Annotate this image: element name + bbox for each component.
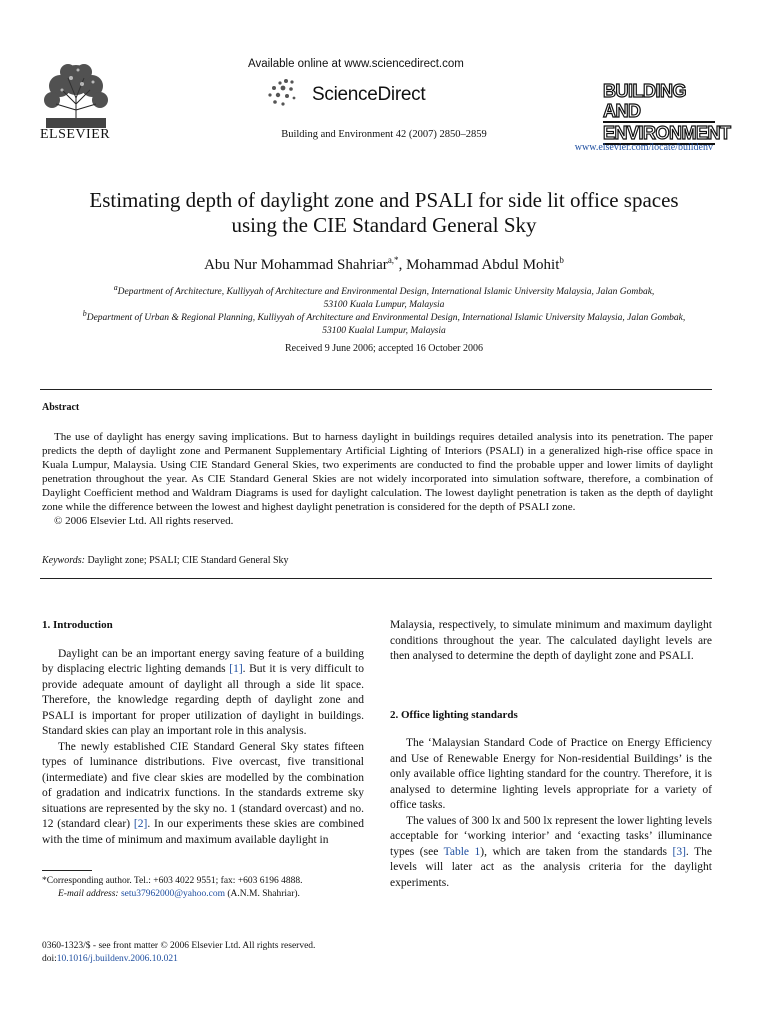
received-dates: Received 9 June 2006; accepted 16 October 2006 <box>285 343 483 354</box>
footnote-rule <box>42 870 92 871</box>
intro-p1-text-b: . But it is very difficult to provide adequate amount of daylight all through a side lit space. Therefore, the knowledge regarding depth of daylight zone and PSALI is important for proper utilization of daylight in buildings. Standard skies can play an important role in this analysis. <box>42 663 364 737</box>
intro-p1-text-a: Daylight can be an important energy saving feature of a building by displacing electric lighting demands <box>42 647 364 675</box>
abstract-copyright: © 2006 Elsevier Ltd. All rights reserved. <box>54 515 234 527</box>
publisher-name: ELSEVIER <box>40 127 111 142</box>
author-1: Abu Nur Mohammad Shahriar <box>204 257 388 273</box>
author-list <box>0 255 768 274</box>
abstract-body <box>42 430 713 528</box>
affiliation-b-line1: Department of Urban & Regional Planning, Kulliyyah of Architecture and Environmental Design, International Islamic University Malaysia, Jalan Gombak, <box>86 313 686 324</box>
standards-p2-text-b: ), which are taken from the standards <box>480 845 673 858</box>
citation-link[interactable]: [3] <box>672 845 686 858</box>
author-2-affiliation-mark: b <box>559 255 564 265</box>
standards-p2-text-a: The values of 300 lx and 500 lx represent the lower lighting levels acceptable for ‘working interior’ and ‘exacting tasks’ illuminance types (see <box>390 814 712 858</box>
corresponding-author: *Corresponding author. Tel.: +603 4022 9551; fax: +603 6196 4888. <box>42 876 303 886</box>
journal-url-link[interactable]: www.elsevier.com/locate/buildenv <box>574 142 713 153</box>
title-line-1: Estimating depth of daylight zone and PSALI for side lit office spaces <box>89 188 679 212</box>
affiliation-a-line2: 53100 Kuala Lumpur, Malaysia <box>323 300 445 311</box>
standards-paragraph-2 <box>390 814 712 892</box>
affiliation-b <box>40 307 728 338</box>
intro-p2-text-b: . In our experiments these skies are combined with the time of minimum and maximum available daylight in <box>42 818 364 846</box>
standards-p2-text-c: . The levels will later act as the analysis criteria for the daylight experiments. <box>390 845 712 889</box>
email-link[interactable]: setu37962000@yahoo.com <box>120 889 225 899</box>
right-column <box>390 618 712 891</box>
section-2-heading: 2. Office lighting standards <box>390 708 518 721</box>
citation-link[interactable]: [2] <box>133 818 148 830</box>
email-owner: (A.N.M. Shahriar). <box>224 889 300 899</box>
journal-logo-line1: BUILDING AND <box>603 81 715 123</box>
affiliation-b-mark: b <box>82 309 87 318</box>
email-label: E-mail address: <box>58 889 119 899</box>
affiliation-a-line1: Department of Architecture, Kulliyyah of Architecture and Environmental Design, International Islamic University Malaysia, Jalan Gombak, <box>117 287 655 298</box>
intro-continuation: Malaysia, respectively, to simulate minimum and maximum daylight conditions throughout the year. The calculated daylight levels are then analysed to determine the depth of daylight zone and PSALI. <box>390 619 712 662</box>
divider-top <box>40 389 712 390</box>
footnote <box>42 875 382 901</box>
sciencedirect-wordmark: ScienceDirect <box>312 84 426 105</box>
issn-line: 0360-1323/$ - see front matter © 2006 Elsevier Ltd. All rights reserved. <box>42 941 316 951</box>
keywords-value: Daylight zone; PSALI; CIE Standard General Sky <box>87 555 289 566</box>
title-line-2: using the CIE Standard General Sky <box>231 213 537 237</box>
doi-label: doi: <box>42 954 57 964</box>
abstract-text: The use of daylight has energy saving implications. But to harness daylight in buildings requires detailed analysis into its penetration. The paper predicts the depth of daylight zone and Permanent Supplementary Artificial Lighting of Interiors (PSALI) in a generalized high-rise office space in Kuala Lumpur, Malaysia. Using CIE Standard General Skies, two experiments are conducted to find the probable upper and lower limits of daylight penetration throughout the year. As CIE Standard General Skies are not widely incorporated into simulation software, therefore, a combination of Daylight Coefficient method and Waldram Diagrams is used for daylight calculation. The lowest daylight penetration is taken as the depth of daylight zone while the difference between the lowest and highest daylight penetration is considered for the depth of PSALI zone. <box>42 431 713 513</box>
journal-reference: Building and Environment 42 (2007) 2850–2859 <box>281 129 487 140</box>
available-online-text: Available online at www.sciencedirect.com <box>248 58 464 70</box>
standards-paragraph-1: The ‘Malaysian Standard Code of Practice on Energy Efficiency and Use of Renewable Energy for Non-residential Buildings’ is the only available office lighting standard for the country. Therefore, it is analysed to determine lighting levels appropriate for a variety of office tasks. <box>390 737 712 811</box>
intro-paragraph-2 <box>42 740 364 849</box>
keywords-label: Keywords: <box>42 555 85 566</box>
affiliation-b-line2: 53100 Kualal Lumpur, Malaysia <box>322 326 446 337</box>
table-link[interactable]: Table 1 <box>443 845 481 858</box>
intro-p2-text-a: The newly established CIE Standard General Sky states fifteen types of luminance distributions. Five overcast, five transitional (intermediate) and five clear skies are modelled by the combination of gradation and indicatrix functions. In the standards extreme sky situations are represented by the sky no. 1 (standard overcast) and no. 12 (standard clear) <box>42 740 364 830</box>
left-column <box>42 618 364 848</box>
paper-title <box>30 188 738 238</box>
divider-bottom <box>40 578 712 579</box>
author-2: Mohammad Abdul Mohit <box>406 257 560 273</box>
author-separator: , <box>398 257 407 273</box>
citation-link[interactable]: [1] <box>229 663 243 675</box>
elsevier-tree-logo <box>38 60 114 128</box>
affiliation-a-mark: a <box>113 283 118 292</box>
sciencedirect-dots-icon <box>266 78 306 108</box>
journal-logo-line2: ENVIRONMENT <box>603 123 731 143</box>
bottom-matter <box>42 940 382 966</box>
section-1-heading: 1. Introduction <box>42 619 113 631</box>
author-1-affiliation-mark: a,* <box>387 255 399 265</box>
journal-logo <box>603 81 731 145</box>
doi-link[interactable]: 10.1016/j.buildenv.2006.10.021 <box>56 954 178 964</box>
intro-paragraph-1 <box>42 647 364 740</box>
abstract-heading: Abstract <box>42 402 80 413</box>
keywords <box>42 555 289 566</box>
